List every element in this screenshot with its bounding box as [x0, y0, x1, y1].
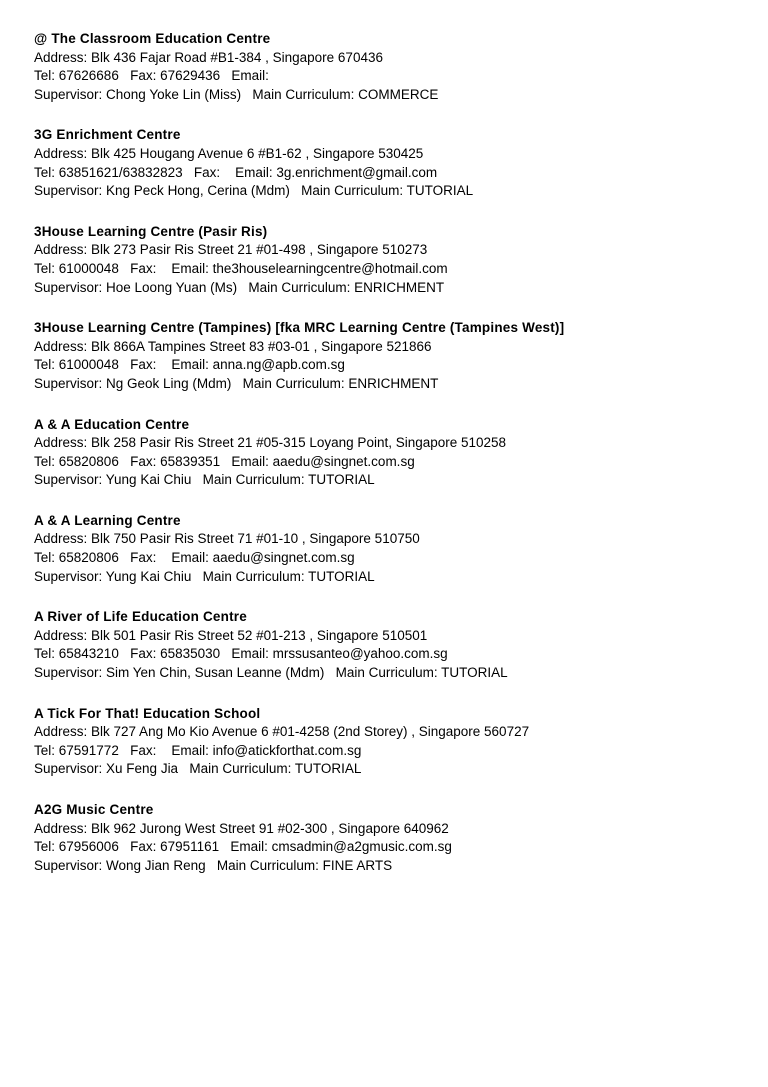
list-item	[34, 319, 734, 393]
centre-name: 3House Learning Centre (Pasir Ris)	[34, 223, 268, 239]
centre-address: Address: Blk 273 Pasir Ris Street 21 #01-498 , Singapore 510273	[34, 242, 428, 258]
centre-supervisor: Supervisor: Ng Geok Ling (Mdm) Main Curriculum: ENRICHMENT	[34, 375, 439, 391]
centre-supervisor: Supervisor: Yung Kai Chiu Main Curriculum: TUTORIAL	[34, 472, 375, 488]
list-item	[34, 126, 734, 200]
centre-name: 3G Enrichment Centre	[34, 127, 181, 143]
centre-name: A & A Education Centre	[34, 416, 190, 432]
centre-contact: Tel: 61000048 Fax: Email: anna.ng@apb.com.sg	[34, 357, 345, 373]
centre-contact: Tel: 63851621/63832823 Fax: Email: 3g.enrichment@gmail.com	[34, 164, 438, 180]
centre-contact: Tel: 67956006 Fax: 67951161 Email: cmsadmin@a2gmusic.com.sg	[34, 839, 452, 855]
centre-name: A & A Learning Centre	[34, 512, 181, 528]
centre-contact: Tel: 65820806 Fax: 65839351 Email: aaedu@singnet.com.sg	[34, 453, 415, 469]
centre-contact: Tel: 61000048 Fax: Email: the3houselearningcentre@hotmail.com	[34, 260, 448, 276]
centre-address: Address: Blk 727 Ang Mo Kio Avenue 6 #01-4258 (2nd Storey) , Singapore 560727	[34, 724, 530, 740]
list-item	[34, 512, 734, 586]
centre-contact: Tel: 67591772 Fax: Email: info@atickforthat.com.sg	[34, 742, 362, 758]
centre-supervisor: Supervisor: Kng Peck Hong, Cerina (Mdm) Main Curriculum: TUTORIAL	[34, 183, 474, 199]
centre-address: Address: Blk 866A Tampines Street 83 #03-01 , Singapore 521866	[34, 338, 432, 354]
centre-supervisor: Supervisor: Sim Yen Chin, Susan Leanne (Mdm) Main Curriculum: TUTORIAL	[34, 665, 508, 681]
centre-supervisor: Supervisor: Wong Jian Reng Main Curriculum: FINE ARTS	[34, 857, 393, 873]
centre-name: @ The Classroom Education Centre	[34, 31, 271, 46]
list-item	[34, 608, 734, 682]
list-item	[34, 801, 734, 875]
centre-address: Address: Blk 501 Pasir Ris Street 52 #01-213 , Singapore 510501	[34, 627, 428, 643]
centre-address: Address: Blk 436 Fajar Road #B1-384 , Singapore 670436	[34, 49, 383, 65]
centre-name: 3House Learning Centre (Tampines) [fka MRC Learning Centre (Tampines West)]	[34, 320, 565, 336]
centre-supervisor: Supervisor: Yung Kai Chiu Main Curriculum: TUTORIAL	[34, 568, 375, 584]
centre-contact: Tel: 65820806 Fax: Email: aaedu@singnet.com.sg	[34, 550, 355, 566]
list-item	[34, 416, 734, 490]
centre-address: Address: Blk 750 Pasir Ris Street 71 #01-10 , Singapore 510750	[34, 531, 420, 547]
list-item	[34, 705, 734, 779]
centre-address: Address: Blk 425 Hougang Avenue 6 #B1-62 , Singapore 530425	[34, 145, 424, 161]
centre-address: Address: Blk 258 Pasir Ris Street 21 #05-315 Loyang Point, Singapore 510258	[34, 435, 507, 451]
centre-name: A River of Life Education Centre	[34, 609, 247, 625]
list-item	[34, 30, 734, 104]
centre-name: A Tick For That! Education School	[34, 705, 261, 721]
centre-supervisor: Supervisor: Hoe Loong Yuan (Ms) Main Curriculum: ENRICHMENT	[34, 279, 445, 295]
centre-supervisor: Supervisor: Chong Yoke Lin (Miss) Main Curriculum: COMMERCE	[34, 86, 439, 102]
centre-name: A2G Music Centre	[34, 802, 154, 817]
centre-address: Address: Blk 962 Jurong West Street 91 #02-300 , Singapore 640962	[34, 820, 449, 836]
centre-contact: Tel: 65843210 Fax: 65835030 Email: mrssusanteo@yahoo.com.sg	[34, 646, 448, 662]
centre-supervisor: Supervisor: Xu Feng Jia Main Curriculum: TUTORIAL	[34, 761, 362, 777]
centre-contact: Tel: 67626686 Fax: 67629436 Email:	[34, 68, 269, 84]
list-item	[34, 223, 734, 297]
